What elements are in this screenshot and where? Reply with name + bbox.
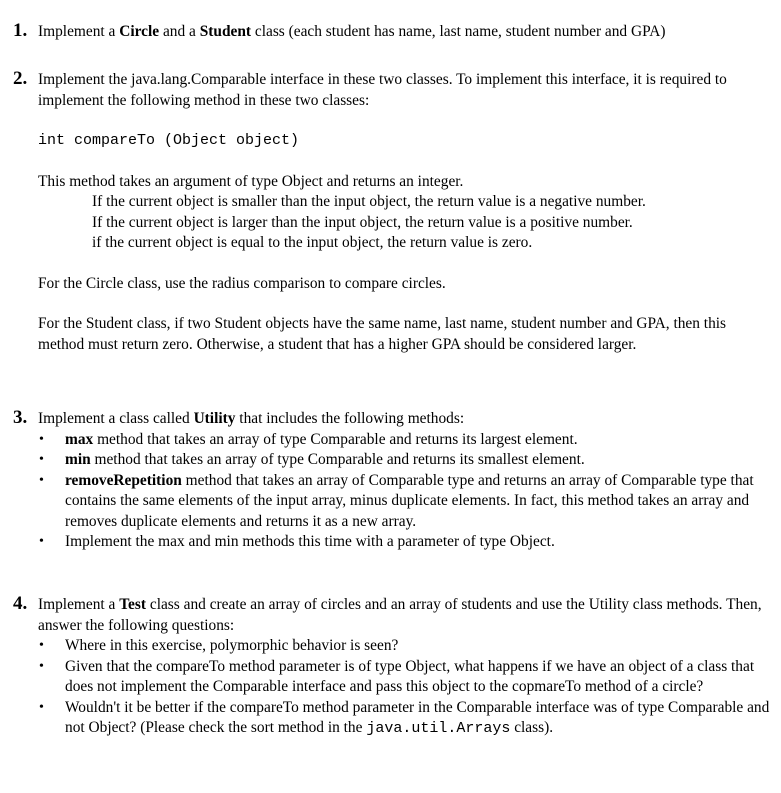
text: class and create an array of circles and an array of students and use the Utility class methods. Then, answer the following questions: xyxy=(38,596,762,634)
text: Where in this exercise, polymorphic behavior is seen? xyxy=(65,637,399,654)
bullet-icon: • xyxy=(39,472,44,488)
section-3-intro xyxy=(38,409,773,430)
section-number: 2. xyxy=(13,68,28,89)
rule-negative: If the current object is smaller than the input object, the return value is a negative number. xyxy=(92,193,646,210)
section-2-body xyxy=(38,70,773,355)
text: Implement a class called xyxy=(38,410,194,427)
section-4-intro xyxy=(38,595,773,636)
list-item xyxy=(38,636,773,657)
method-name: removeRepetition xyxy=(65,471,182,489)
text: class). xyxy=(510,719,554,736)
list-item xyxy=(38,430,773,451)
list-item xyxy=(38,657,773,698)
text: Implement a xyxy=(38,596,120,613)
text: that includes the following methods: xyxy=(235,410,465,427)
bullet-icon: • xyxy=(39,452,44,467)
class-name-utility: Utility xyxy=(193,410,236,427)
class-name-student: Student xyxy=(199,23,252,40)
text: class (each student has name, last name, student number and GPA) xyxy=(251,23,666,40)
method-description: This method takes an argument of type Object and returns an integer. xyxy=(38,172,464,190)
utility-methods-list xyxy=(38,430,773,553)
section-number: 1. xyxy=(13,20,28,41)
text: and a xyxy=(159,23,200,40)
section-2-intro: Implement the java.lang.Comparable interface in these two classes. To implement this interface, it is required to implement the following method in these two classes: xyxy=(38,71,727,109)
rule-positive: If the current object is larger than the input object, the return value is a positive number. xyxy=(92,213,633,231)
method-name: min xyxy=(65,451,91,468)
questions-list xyxy=(38,636,773,740)
class-name-circle: Circle xyxy=(119,23,160,40)
section-number: 4. xyxy=(13,593,28,614)
text: method that takes an array of type Comparable and returns its smallest element. xyxy=(90,451,585,468)
bullet-icon: • xyxy=(39,658,44,674)
inline-code: java.util.Arrays xyxy=(366,720,511,737)
section-number: 3. xyxy=(13,407,28,428)
student-note: For the Student class, if two Student objects have the same name, last name, student number and GPA, then this method must return zero. Otherwise, a student that has a higher GPA should be considered larger. xyxy=(38,315,727,353)
text: Implement the max and min methods this time with a parameter of type Object. xyxy=(65,533,555,550)
class-name-test: Test xyxy=(119,596,147,613)
method-name: max xyxy=(65,430,94,448)
method-signature: int compareTo (Object object) xyxy=(38,132,300,149)
list-item xyxy=(38,471,773,533)
bullet-icon: • xyxy=(39,534,44,549)
bullet-icon: • xyxy=(39,638,44,653)
text: Implement a xyxy=(38,23,120,40)
list-item xyxy=(38,532,773,553)
list-item xyxy=(38,698,773,740)
circle-note: For the Circle class, use the radius comparison to compare circles. xyxy=(38,274,446,292)
section-4-body xyxy=(38,595,773,740)
text: Wouldn't it be better if the compareTo method parameter in the Comparable interface was of type Comparable and not Object? (Please check the sort method in the xyxy=(65,698,770,736)
section-3-body xyxy=(38,409,773,553)
rule-zero: if the current object is equal to the input object, the return value is zero. xyxy=(92,234,533,251)
text: method that takes an array of type Comparable and returns its largest element. xyxy=(93,430,578,448)
list-item xyxy=(38,450,773,471)
text: Given that the compareTo method parameter is of type Object, what happens if we have an object of a class that does not implement the Comparable interface and pass this object to the copmareTo method of a circle? xyxy=(65,657,755,695)
return-rules xyxy=(38,192,773,254)
bullet-icon: • xyxy=(39,431,44,447)
section-1-text xyxy=(38,22,773,43)
text: method that takes an array of Comparable type and returns an array of Comparable type that contains the same elements of the input array, minus duplicate elements. In fact, this method takes an array and removes duplicate elements and returns it as a new array. xyxy=(65,471,754,530)
bullet-icon: • xyxy=(39,699,44,715)
